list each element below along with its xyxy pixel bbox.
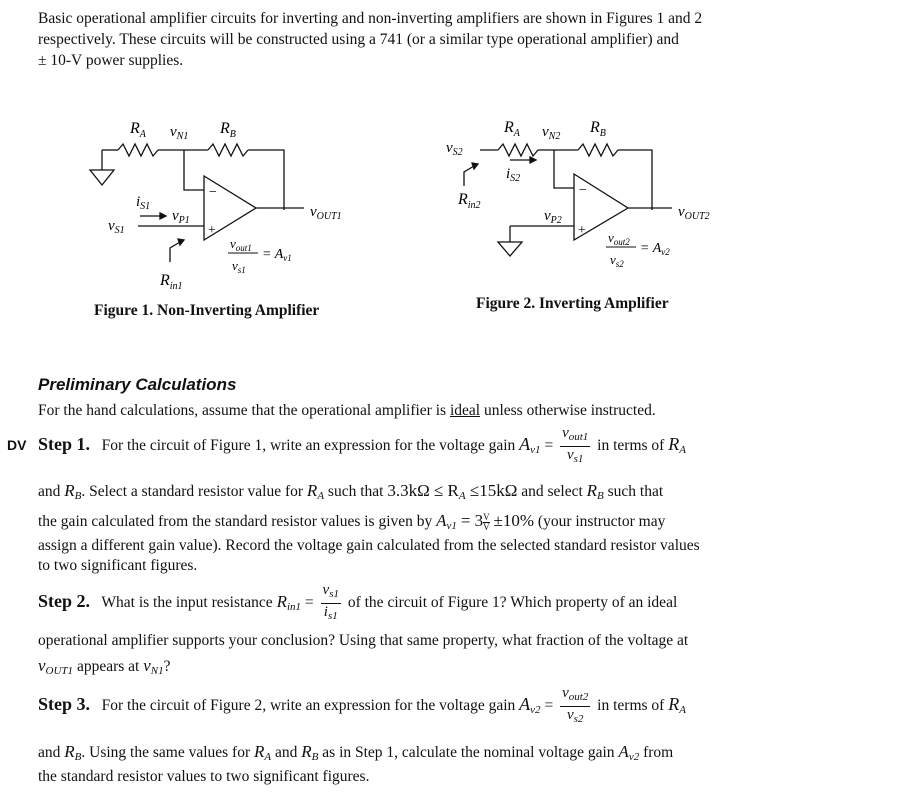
fig2-ground-symbol: [498, 242, 522, 256]
intro-line-2: respectively. These circuits will be constructed using a 741 (or a similar type operational amplifier) and: [38, 31, 679, 48]
step3-line2: and $R_B$. Using the same values for $R_A$ and $R_B$ as in Step 1, calculate the nominal voltage gain $A_{v2}$ from: [38, 742, 674, 763]
step2-line2: operational amplifier supports your conclusion? Using that same property, what fraction of the voltage at: [38, 632, 689, 649]
fig1-gain-expression: [228, 236, 292, 275]
step1-line4: assign a different gain value). Record the voltage gain calculated from the selected standard resistor values: [38, 537, 700, 554]
svg-text:vout2: $v_{out2}$: [608, 230, 630, 247]
figure2-schematic: [440, 110, 730, 280]
step2-label: Step 2.: [38, 591, 91, 612]
section-heading: Preliminary Calculations: [38, 375, 237, 394]
intro-line-1: Basic operational amplifier circuits for inverting and non-inverting amplifiers are shown in Figures 1 and 2: [38, 10, 703, 27]
svg-text:vout1: $v_{out1}$: [230, 236, 252, 253]
prelim-intro: For the hand calculations, assume that the operational amplifier is ideal unless otherwise instructed.: [38, 402, 656, 419]
fig2-resistor-rb: [578, 144, 618, 156]
dv-tag: DV: [7, 437, 27, 453]
step2-line1: Step 2. What is the input resistance $R_{in1}$ = $\frac{v_{s1}}{i_{s1}}$ of the circuit of Figure 1? Which property of an ideal: [38, 582, 677, 625]
ideal-word: ideal: [449, 402, 481, 419]
fig1-label-rin: $R_{in1}$: [160, 272, 183, 290]
figure2-caption: Figure 2. Inverting Amplifier: [476, 295, 669, 312]
fig2-label-vn: $v_{N2}$: [542, 124, 561, 142]
fig2-label-vout: $v_{OUT2}$: [678, 204, 710, 222]
step1-line2: and $R_B$. Select a standard resistor value for $R_A$ such that $3.3k\Omega \le R_A \le 15k\Omega$ and select $R_B$ such that: [38, 481, 664, 502]
fig1-label-is: $i_{S1}$: [136, 194, 151, 212]
fig2-minus-sign: −: [578, 183, 588, 198]
step2-rin-fraction: $\frac{v_{s1}}{i_{s1}}$: [322, 582, 339, 622]
step1-line3: the gain calculated from the standard resistor values is given by $A_{v1} = 3$ $\frac{V}{V}$ ±10% (your instructor may: [38, 511, 666, 532]
svg-text:vs2: $v_{s2}$: [610, 252, 624, 269]
fig2-label-ra: $R_A$: [504, 119, 520, 139]
fig1-label-ra: $R_A$: [130, 120, 146, 140]
fig2-rin-arrow: [464, 166, 474, 186]
step1-line5: to two significant figures.: [38, 557, 198, 574]
fig1-plus-sign: +: [207, 223, 217, 238]
fig2-gain-expression: [606, 230, 670, 269]
step3-gain-fraction: $\frac{v_{out2}}{v_{s2}}$: [562, 685, 589, 725]
fig1-label-vp: $v_{P1}$: [172, 208, 190, 226]
fig2-label-vs: $v_{S2}$: [446, 140, 463, 158]
fig1-minus-sign: −: [208, 185, 218, 200]
fig2-label-rb: $R_B$: [590, 119, 606, 139]
fig2-plus-sign: +: [577, 223, 587, 238]
fig1-label-vn: $v_{N1}$: [170, 124, 189, 142]
resistor-range: $3.3k\Omega \le R_A \le 15k\Omega$: [387, 481, 518, 502]
fig1-label-rb: $R_B$: [220, 120, 236, 140]
fig1-resistor-rb: [208, 144, 248, 156]
fig2-label-rin: $R_{in2}$: [458, 191, 481, 211]
svg-text:= Av1: = $A_{v1}$: [262, 247, 292, 263]
gain-unit: $\frac{V}{V}$: [483, 511, 490, 532]
step3-label: Step 3.: [38, 694, 91, 715]
figure1-caption: Figure 1. Non-Inverting Amplifier: [94, 302, 320, 319]
step3-line3: the standard resistor values to two significant figures.: [38, 768, 370, 785]
figure1-schematic: [80, 110, 360, 290]
step3-line1: Step 3. For the circuit of Figure 2, write an expression for the voltage gain $A_{v2}$ = $\frac{v_{out2}}{v_{s2}}$ in terms of $R_A$: [38, 685, 686, 728]
fig1-label-vout: $v_{OUT1}$: [310, 204, 342, 222]
fig2-resistor-ra: [498, 144, 538, 156]
fig1-resistor-ra: [118, 144, 158, 156]
fig1-rin-arrow: [170, 242, 180, 262]
intro-paragraph: [38, 8, 768, 71]
fig2-label-vp: $v_{P2}$: [544, 208, 562, 226]
step2-line3: $v_{OUT1}$ appears at $v_{N1}$?: [38, 656, 171, 677]
step1-line1: Step 1. For the circuit of Figure 1, write an expression for the voltage gain $A_{v1}$ = $\frac{v_{out1}}{v_{s1}}$ in terms of $R_A$: [38, 425, 686, 468]
step1-gain-fraction: $\frac{v_{out1}}{v_{s1}}$: [562, 425, 589, 465]
fig2-label-is: $i_{S2}$: [506, 166, 521, 184]
fig1-label-vs: $v_{S1}$: [108, 218, 125, 236]
svg-text:vs1: $v_{s1}$: [232, 258, 246, 275]
step1-label: Step 1.: [38, 434, 91, 455]
intro-line-3: ± 10-V power supplies.: [38, 52, 184, 69]
svg-text:= Av2: = $A_{v2}$: [640, 241, 670, 257]
